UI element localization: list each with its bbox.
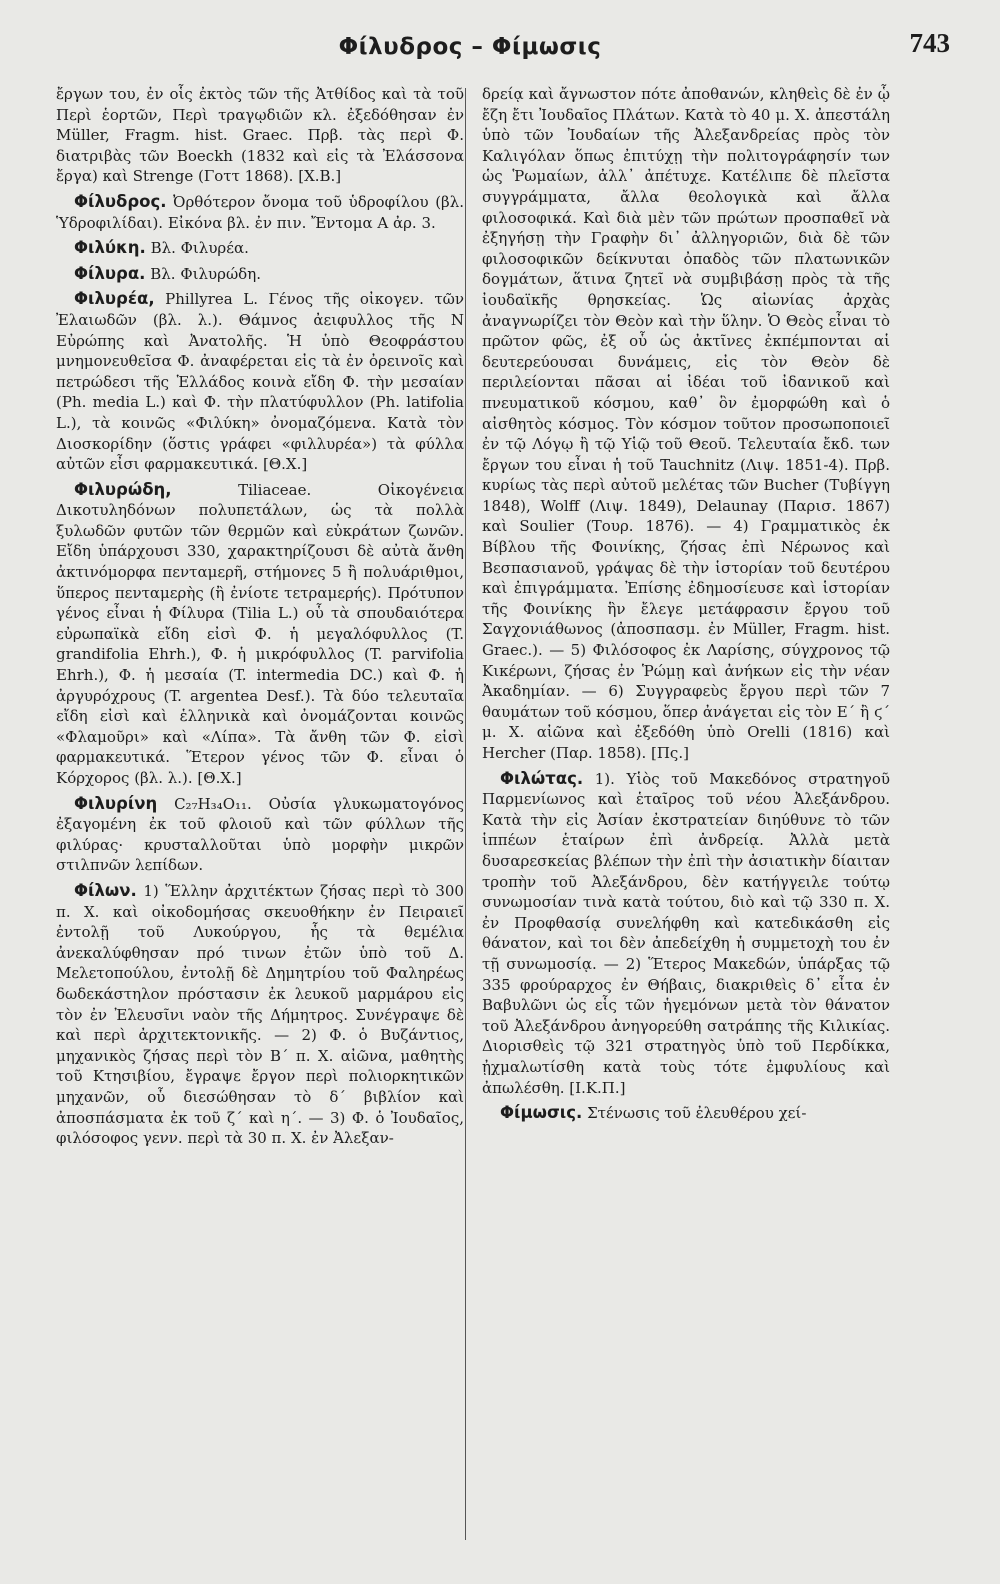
entry-philon xyxy=(56,881,464,1149)
entry-text: Στένωσις τοῦ ἐλευθέρου χεί- xyxy=(587,1104,807,1123)
headword: Φιλυρέα, xyxy=(74,289,155,309)
entry-text: 1). Υἱὸς τοῦ Μακεδόνος στρατηγοῦ Παρμενίωνος καὶ ἑταῖρος τοῦ νέου Ἀλεξάνδρου. Κατὰ τὴν εἰς Ἀσίαν ἐκστρατείαν διηύθυνε τὸ τῶν ἱππέων ἑταίρων ἐπὶ ἀνδρείᾳ. Ἀλλὰ μετὰ δυσαρεσκείας βλέπων τὴν ἐπὶ τὴν ἀσιατικὴν δίαιταν τροπὴν τοῦ Ἀλεξάνδρου, δὲν κατήγγειλε τούτῳ συνωμοσίαν τινὰ κατὰ τούτου, διὸ καὶ τῷ 330 π. Χ. ἐν Προφθασίᾳ συνελήφθη καὶ κατεδικάσθη εἰς θάνατον, καὶ τοι δὲν ἀπεδείχθη ἡ συμμετοχὴ του ἐν τῇ συνωμοσίᾳ. — 2) Ἕτερος Μακεδών, ὑπάρξας τῷ 335 φρούραρχος ἐν Θήβαις, διακριθεὶς δ᾽ εἶτα ἐν Βαβυλῶνι ὡς εἷς τῶν ἡγεμόνων μετὰ τὸν θάνατον τοῦ Ἀλεξάνδρου ἀνηγορεύθη σατράπης τῆς Κιλικίας. Διορισθεὶς τῷ 321 στρατηγὸς ὑπὸ τοῦ Περδίκκα, ᾐχμαλωτίσθη κατὰ τοὺς τότε ἐμφυλίους καὶ ἀπωλέσθη. [Ι.Κ.Π.] xyxy=(482,769,890,1097)
entry-philyke xyxy=(56,238,464,259)
running-title: Φίλυδρος – Φίμωσις xyxy=(338,34,602,60)
entry-phimosis xyxy=(482,1103,890,1124)
entry-philyrine xyxy=(56,794,464,876)
entry-philyra xyxy=(56,264,464,285)
entry-text: Ὀρθότερον ὄνομα τοῦ ὑδροφίλου (βλ. Ὑδροφιλίδαι). Εἰκόνα βλ. ἐν πιν. Ἔντομα Α ἀρ. 3. xyxy=(56,192,464,232)
column-divider xyxy=(465,88,466,1540)
headword: Φιλυρώδη, xyxy=(74,479,172,499)
entry-text: δρείᾳ καὶ ἄγνωστον πότε ἀποθανών, κληθεὶς δὲ ἐν ᾧ ἔζη ἔτι Ἰουδαῖος Πλάτων. Κατὰ τὸ 40 μ. Χ. ἀπεστάλη ὑπὸ τῶν Ἰουδαίων τῆς Ἀλεξανδρείας πρὸς τὸν Καλιγόλαν ὅπως ἐπιτύχῃ τὴν πολιτογράφησίν των ὡς Ῥωμαίων, ἀλλ᾽ ἀπέτυχε. Κατέλιπε δὲ πλεῖστα συγγράμματα, ἄλλα θεολογικὰ καὶ ἄλλα φιλοσοφικά. Καὶ διὰ μὲν τῶν πρώτων προσπαθεῖ νὰ ἐξηγήσῃ τὴν Γραφὴν δι᾽ ἀλληγοριῶν, διὰ δὲ τῶν φιλοσοφικῶν δείκνυται ὀπαδὸς τῶν πλατωνικῶν δογμάτων, ἅτινα ζητεῖ νὰ συμβιβάσῃ πρὸς τὰ τῆς ἰουδαϊκῆς θρησκείας. Ὡς αἰωνίας ἀρχὰς ἀναγνωρίζει τὸν Θεὸν καὶ τὴν ὕλην. Ὁ Θεὸς εἶναι τὸ πρῶτον φῶς, ἐξ οὗ ὡς ἀκτῖνες ἐκπέμπονται αἱ δευτερεύουσαι δυνάμεις, εἰς τὸν Θεὸν δὲ περιλείονται πᾶσαι αἱ ἰδέαι τοῦ ἰδανικοῦ καὶ πνευματικοῦ κόσμου, καθ᾽ ὃν ἐμορφώθη καὶ ὁ αἰσθητὸς κόσμος. Τὸν κόσμον τοῦτον προσωποποιεῖ ἐν τῷ Λόγῳ ἢ τῷ Υἱῷ τοῦ Θεοῦ. Τελευταία ἔκδ. των ἔργων του εἶναι ἡ τοῦ Tauchnitz (Λιψ. 1851-4). Πρβ. κυρίως τὰς περὶ αὐτοῦ μελέτας τῶν Bucher (Τυβίγγη 1848), Wolff (Λιψ. 1849), Delaunay (Παρισ. 1867) καὶ Soulier (Τουρ. 1876). — 4) Γραμματικὸς ἐκ Βίβλου τῆς Φοινίκης, ζήσας ἐπὶ Νέρωνος καὶ Βεσπασιανοῦ, γράψας δὲ τὴν ἱστορίαν τοῦ δευτέρου καὶ ἐπιγράμματα. Ἐπίσης ἐδημοσίευσε καὶ ἱστορίαν τῆς Φοινίκης ἣν ἔλεγε μετάφρασιν ἔργου τοῦ Σαγχονιάθωνος (ἀποσπασμ. ἐν Müller, Fragm. hist. Graec.). — 5) Φιλόσοφος ἐκ Λαρίσης, σύγχρονος τῷ Κικέρωνι, ζήσας ἐν Ῥώμῃ καὶ ἀνήκων εἰς τὴν νέαν Ἀκαδημίαν. — 6) Συγγραφεὺς ἔργου περὶ τῶν 7 θαυμάτων τοῦ κόσμου, ὅπερ ἀνάγεται εἰς τὸν Ε΄ ἢ ϛ΄ μ. Χ. αἰῶνα καὶ ἐξεδόθη ὑπὸ Orelli (1816) καὶ Hercher (Παρ. 1858). [Πς.] xyxy=(482,85,890,762)
entry-text: Phillyrea L. Γένος τῆς οἰκογεν. τῶν Ἐλαιωδῶν (βλ. λ.). Θάμνος ἀειφυλλος τῆς Ν Εὐρώπης καὶ Ἀνατολῆς. Ἡ ὑπὸ Θεοφράστου μνημονευθεῖσα Φ. ἀναφέρεται εἰς τὰ ἐν ὀρεινοῖς καὶ πετρώδεσι τῆς Ἑλλάδος κοινὰ εἴδη Φ. τὴν μεσαίαν (Ph. media L.) καὶ Φ. τὴν πλατύφυλλον (Ph. latifolia L.), τὰ κοινῶς «Φιλύκη» ὀνομαζόμενα. Κατὰ τὸν Διοσκορίδην (ὅστις γράφει «φιλλυρέα») τὰ φύλλα αὐτῶν εἶσι φαρμακευτικά. [Θ.Χ.] xyxy=(56,290,464,474)
headword: Φίλυρα. xyxy=(74,263,146,283)
entry-philotas xyxy=(482,769,890,1099)
page-number: 743 xyxy=(909,28,950,58)
entry-philydros xyxy=(56,192,464,233)
entry-text: 1) Ἕλλην ἀρχιτέκτων ζήσας περὶ τὸ 300 π. Χ. καὶ οἰκοδομήσας σκευοθήκην ἐν Πειραιεῖ ἐντολῇ τοῦ Λυκούργου, ἧς τὰ θεμέλια ἀνεκαλύφθησαν πρό τινων ἐτῶν ὑπὸ τοῦ Δ. Μελετοπούλου, ἐντολῇ δὲ Δημητρίου τοῦ Φαληρέως δωδεκάστηλον πρόστασιν ἐκ λευκοῦ μαρμάρου εἰς τὸν ἐν Ἐλευσῖνι ναὸν τῆς Δήμητρος. Συνέγραψε δὲ καὶ περὶ ἀρχιτεκτονικῆς. — 2) Φ. ὁ Βυζάντιος, μηχανικὸς ζήσας περὶ τὸν Β΄ π. Χ. αἰῶνα, μαθητὴς τοῦ Κτησιβίου, ἔγραψε ἔργον περὶ πολιορκητικῶν μηχανῶν, οὗ διεσώθησαν τὸ δ΄ βιβλίον καὶ ἀποσπάσματα ἐκ τοῦ ζ΄ καὶ η΄. — 3) Φ. ὁ Ἰουδαῖος, φιλόσοφος γενν. περὶ τὰ 30 π. Χ. ἐν Ἀλεξαν- xyxy=(56,881,464,1148)
headword: Φίλυδρος. xyxy=(74,191,167,211)
headword: Φίμωσις. xyxy=(500,1103,583,1123)
headword: Φιλώτας. xyxy=(500,768,584,788)
entry-text: Βλ. Φιλυρέα. xyxy=(150,239,249,258)
entry-text: Βλ. Φιλυρώδη. xyxy=(150,264,261,283)
entry-text: Tiliaceae. Οἰκογένεια Δικοτυληδόνων πολυπετάλων, ὡς τὰ πολλὰ ξυλωδῶν φυτῶν τῶν θερμῶν καὶ εὐκράτων ζωνῶν. Εἴδη ὑπάρχουσι 330, χαρακτηρίζουσι δὲ αὐτὰ ἄνθη ἀκτινόμορφα πενταμερῆ, στήμονες 5 ἢ πολυάριθμοι, ὕπερος πενταμερὴς (ἢ ἐνίοτε τετραμερής). Πρότυπον γένος εἶναι ἡ Φίλυρα (Tilia L.) οὗ τὰ σπουδαιότερα εὐρωπαϊκὰ εἴδη εἰσὶ Φ. ἡ μεγαλόφυλλος (T. grandifolia Ehrh.), Φ. ἡ μικρόφυλλος (T. parvifolia Ehrh.), Φ. ἡ μεσαία (T. intermedia DC.) καὶ Φ. ἡ ἀργυρόχρους (T. argentea Desf.). Τὰ δύο τελευταῖα εἴδη εἰσὶ καὶ ἑλληνικὰ καὶ ὀνομάζονται κοινῶς «Φλαμοῦρι» καὶ «Λίπα». Τὰ ἄνθη τῶν Φ. εἰσὶ φαρμακευτικά. Ἕτερον γένος τῶν Φ. εἶναι ὁ Κόρχορος (βλ. λ.). [Θ.Χ.] xyxy=(56,480,464,787)
right-column xyxy=(482,84,890,1554)
entry-philyrode xyxy=(56,480,464,789)
headword: Φίλων. xyxy=(74,880,137,900)
entry-text: ἔργων του, ἐν οἷς ἐκτὸς τῶν τῆς Ἀτθίδος καὶ τὰ τοῦ Περὶ ἑορτῶν, Περὶ τραγῳδιῶν κλ. ἐξεδόθησαν ἐν Müller, Fragm. hist. Graec. Πρβ. τὰς περὶ Φ. διατριβὰς τῶν Boeckh (1832 καὶ εἰς τὰ Ἐλάσσονα ἔργα) καὶ Strenge (Γοττ 1868). [Χ.Β.] xyxy=(56,85,464,186)
headword: Φιλύκη. xyxy=(74,238,146,258)
entry-philyrea xyxy=(56,289,464,474)
headword: Φιλυρίνη xyxy=(74,793,158,813)
entry-text: C₂₇H₃₄O₁₁. Οὐσία γλυκωματογόνος ἐξαγομένη ἐκ τοῦ φλοιοῦ καὶ τῶν φύλλων τῆς φιλύρας· κρυσταλλοῦται ὑπὸ μορφὴν μικρῶν στιλπνῶν λεπίδων. xyxy=(56,794,464,875)
entry-continuation xyxy=(482,84,890,764)
entry-continuation xyxy=(56,84,464,187)
page-header xyxy=(0,28,1000,68)
left-column xyxy=(56,84,464,1554)
